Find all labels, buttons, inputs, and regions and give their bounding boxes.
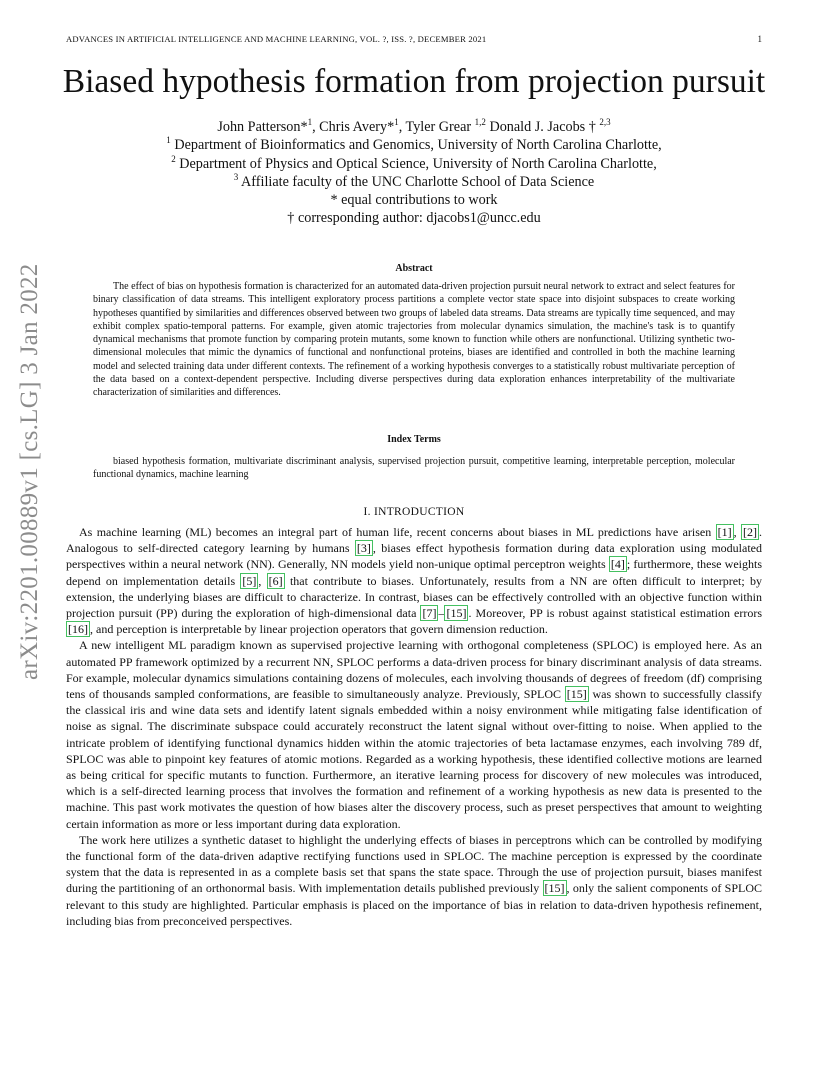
affiliation-mark: 1,2: [474, 117, 486, 127]
text-run: , biases effect hypothesis formation during data exploration using modulated perspectives within a neural network (NN). Generally, NN models yield non-unique optimal perceptron weights: [66, 541, 763, 572]
running-header: ADVANCES IN ARTIFICIAL INTELLIGENCE AND MACHINE LEARNING, VOL. ?, ISS. ?, DECEMBER 2021: [66, 34, 487, 44]
text-run: was shown to successfully classify the classical iris and wine data sets and identify latent signals embedded within a noisy environment while mitigating false identification of noise as signal. The discriminate subspace could accurately reconstruct the latent signal without over-fitting to noise. When applied to the intricate problem of identifying functional dynamics hidden within the atomic trajectories of beta lactamase enzymes, each involving 789 df, SPLOC was able to pinpoint key features of atomic motions. Regarded as a working hypothesis, these identified collective motions are learned as being critical for specific mutants to function. Furthermore, an iterative learning process for discovery of new molecules was introduced, which is a self-directed learning process that involves the formation and refinement of a working hypothesis as new data is presented to the machine. This past work motivates the question of how biases alter the discovery process, such as preset perspectives that amount to weighting certain information as more or less important during data exploration.: [66, 687, 762, 831]
paper-title: Biased hypothesis formation from projection pursuit: [62, 63, 766, 100]
affiliation-mark: 1: [307, 117, 313, 127]
author-name: John Patterson*: [217, 119, 308, 135]
text-run: . Analogous to self-directed category learning by humans: [66, 525, 763, 556]
arxiv-stamp[interactable]: arXiv:2201.00889v1 [cs.LG] 3 Jan 2022: [16, 263, 43, 680]
affiliation-2: [0, 155, 828, 173]
author-name: Tyler Grear: [405, 119, 475, 135]
citation-link[interactable]: [15]: [446, 606, 467, 621]
paragraph: [66, 832, 762, 929]
text-run: that contribute to biases. Unfortunately, results from a NN are often difficult to interpret; by extension, the underlying biases are difficult to characterize. In contrast, biases can be effectively controlled with an objective function within projection pursuit (PP) during the exploration of high-dimensional data: [66, 573, 762, 621]
abstract-heading: Abstract: [395, 263, 433, 274]
corresponding-author-note: † corresponding author: djacobs1@uncc.edu: [287, 210, 541, 227]
citation-link[interactable]: [4]: [610, 557, 625, 572]
affiliation-text: Department of Bioinformatics and Genomics, University of North Carolina Charlotte,: [170, 137, 662, 154]
affiliation-text: Department of Physics and Optical Science, University of North Carolina Charlotte,: [175, 155, 657, 172]
citation-link[interactable]: [15]: [566, 687, 587, 702]
paragraph: [66, 637, 762, 831]
text-run: ,: [733, 525, 742, 539]
affiliation-text: Affiliate faculty of the UNC Charlotte School of Data Science: [238, 173, 595, 190]
affiliation-mark: 1: [166, 135, 171, 146]
citation-link[interactable]: [16]: [68, 622, 88, 637]
index-terms-text: biased hypothesis formation, multivariate discriminant analysis, supervised projection pursuit, competitive learning, interpretable perception, molecular functional dynamics, machine learning: [93, 456, 735, 481]
index-terms-heading: Index Terms: [387, 434, 441, 445]
text-run: –: [438, 606, 445, 621]
section-heading: I. INTRODUCTION: [363, 506, 465, 518]
affiliation-1: [0, 136, 828, 154]
page-number: 1: [757, 34, 762, 44]
affiliation-mark: 2: [171, 153, 176, 164]
body-text: [66, 524, 762, 929]
equal-contribution-note: * equal contributions to work: [330, 192, 498, 209]
text-run: ; furthermore, these weights depend on implementation details: [66, 557, 763, 588]
citation-link[interactable]: [5]: [242, 573, 257, 588]
citation-link[interactable]: [1]: [717, 525, 732, 539]
citation-link[interactable]: [6]: [268, 573, 283, 588]
text-run: , only the salient components of SPLOC relevant to this study are highlighted. Particular emphasis is placed on the importance of bias in relation to data-driven hypothesis refinement, including bias from preconceived perspectives.: [66, 881, 763, 928]
author-name: Chris Avery*: [319, 119, 395, 135]
author-list: John Patterson*$^1$, Chris Avery*$^1$, Tyler Grear $^{1,2}$ Donald J. Jacobs † $^{2,3}$: [217, 117, 611, 135]
text-run: As machine learning (ML) becomes an integral part of human life, recent concerns about biases in ML predictions have arisen: [79, 525, 716, 539]
affiliation-3: [0, 173, 828, 191]
citation-link[interactable]: [7]: [422, 606, 437, 621]
text-run: . Moreover, PP is robust against statistical estimation errors: [468, 606, 762, 621]
paragraph: [66, 524, 762, 637]
abstract-text: The effect of bias on hypothesis formation is characterized for an automated data-driven projection pursuit neural network to extract and select features for binary classification of data streams. This intelligent exploratory process partitions a complete vector state space into disjoint subspaces to create working hypotheses quantified by similarities and differences observed between two groups of labeled data streams. Data streams are typically time sequenced, and may exhibit complex spatio-temporal patterns. For example, given atomic trajectories from molecular dynamics simulation, the machine's task is to quantify dynamical mechanisms that promote function by comparing protein mutants, some known to function while others are nonfunctional. Utilizing synthetic two-dimensional molecules that mimic the dynamics of functional and nonfunctional proteins, biases are identified and controlled in both the machine learning model and selected training data under different contexts. The refinement of a working hypothesis converges to a statistically robust multivariate perception of the data based on a context-dependent perspective. Including diverse perspectives during data exploration enhances interpretability of the multivariate characterization of similarities and differences.: [93, 281, 735, 399]
text-run: ,: [258, 573, 267, 588]
text-run: The work here utilizes a synthetic dataset to highlight the underlying effects of biases in perceptrons which can be controlled by modifying the functional form of the data-driven adaptive rectifying functions used in SPLOC. The machine perception is expressed by the coordinate system that the data is represented in as a complete basis set that spans the state space. Through the use of projection pursuit, biases manifest during the partitioning of an orthonormal basis. With implementation details published previously: [66, 832, 762, 896]
citation-link[interactable]: [2]: [743, 525, 758, 539]
affiliation-mark: 2,3: [599, 117, 611, 127]
citation-link[interactable]: [15]: [544, 881, 565, 896]
citation-link[interactable]: [3]: [356, 541, 371, 556]
affiliation-mark: 3: [233, 171, 239, 182]
author-block: [0, 118, 828, 228]
affiliation-mark: 1: [394, 117, 399, 127]
author-name: Donald J. Jacobs †: [489, 119, 600, 135]
text-run: , and perception is interpretable by linear projection operators that govern dimension reduction.: [90, 622, 548, 637]
text-run: A new intelligent ML paradigm known as supervised projective learning with orthogonal completeness (SPLOC) is employed here. As an automated PP framework optimized by a recurrent NN, SPLOC performs a data-driven process for binary discriminant analysis of data streams. For example, molecular dynamics simulations containing dozens of molecules, each involving thousands of degrees of freedom (df) comprising tens of thousands sampled conformations, are feasible to simultaneously analyze. Previously, SPLOC: [66, 638, 762, 702]
